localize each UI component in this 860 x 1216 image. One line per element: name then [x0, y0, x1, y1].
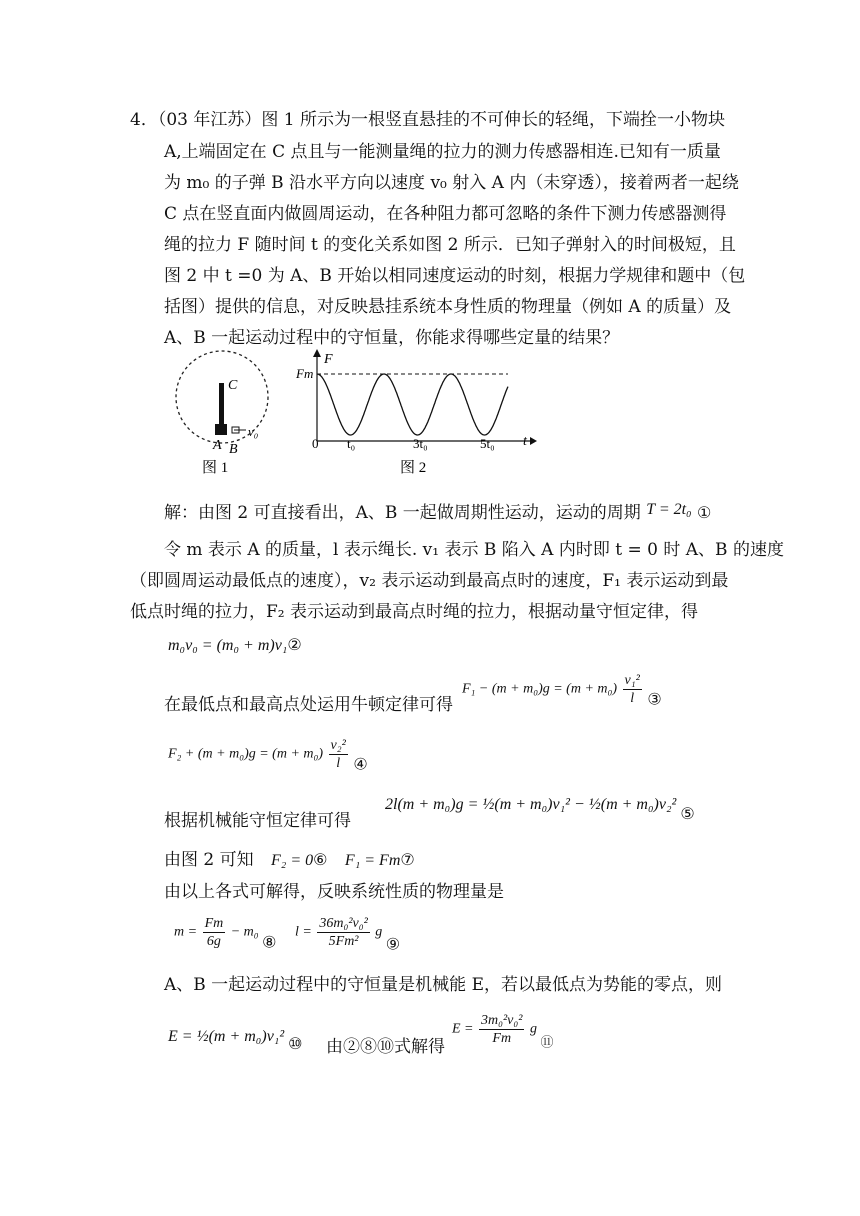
equation-2 [168, 636, 302, 656]
eq-9-num: 36m₀²v₀² [319, 916, 368, 931]
figure-1 [170, 345, 280, 475]
t-axis-arrow [530, 437, 537, 445]
marker-3: ③ [647, 691, 662, 709]
problem-line-4: C 点在竖直面内做圆周运动，在各种阻力都可忽略的条件下测力传感器测得 [164, 204, 727, 224]
eq-4-den: l [336, 756, 341, 771]
problem-line-2: A,上端固定在 C 点且与一能测量绳的拉力的测力传感器相连.已知有一质量 [164, 142, 721, 162]
solution-line-2: 令 m 表示 A 的质量，l 表示绳长. v₁ 表示 B 陷入 A 内时即 t = 0 时 A、B 的速度 [164, 540, 784, 560]
marker-10: ⑩ [288, 1036, 303, 1053]
label-b: B [229, 442, 238, 457]
eq-9-right: g [375, 924, 383, 940]
eq-10: E = ½(m + m₀)v₁² [168, 1028, 285, 1045]
label-v0: v₀ [248, 424, 259, 439]
figure-2 [290, 345, 540, 475]
problem-line-7: 括图）提供的信息，对反映悬挂系统本身性质的物理量（例如 A 的质量）及 [164, 297, 732, 317]
equation-9 [295, 915, 400, 956]
marker-9: ⑨ [385, 936, 401, 954]
eq-11-num: 3m₀²v₀² [481, 1013, 523, 1028]
solution-intro: 解：由图 2 可直接看出，A、B 一起做周期性运动，运动的周期 [164, 503, 641, 523]
eq-11-right: g [529, 1021, 537, 1037]
marker-8: ⑧ [262, 934, 277, 952]
eq-8-right: − m₀ [230, 924, 259, 940]
marker-5: ⑤ [680, 806, 695, 823]
tick-t0: t₀ [347, 436, 356, 451]
equation-4 [168, 737, 368, 776]
axis-t-label: t [523, 434, 527, 449]
eq-11-fraction [479, 1012, 524, 1047]
eq-11-left: E = [452, 1021, 474, 1037]
problem-line-1: 4．（03 年江苏）图 1 所示为一根竖直悬挂的不可伸长的轻绳，下端拴一小物块 [130, 110, 725, 130]
rope [219, 383, 224, 425]
problem-line-5: 绳的拉力 F 随时间 t 的变化关系如图 2 所示．已知子弹射入的时间极短，且 [164, 235, 736, 255]
eq-8-left: m = [174, 924, 198, 940]
solution-line-4: 低点时绳的拉力，F₂ 表示运动到最高点时绳的拉力，根据动量守恒定律，得 [130, 602, 699, 622]
eq-6: F₂ = 0 [271, 852, 314, 869]
axis-f-label: F [324, 352, 333, 367]
marker-1: ① [697, 503, 712, 522]
eq-2: m₀v₀ = (m₀ + m)v₁ [168, 637, 288, 654]
problem-line-6: 图 2 中 t =0 为 A、B 开始以相同速度运动的时刻，根据力学规律和题中（包 [164, 266, 746, 286]
tick-3t0: 3t₀ [413, 436, 428, 451]
solution-line-8: 由以上各式可解得，反映系统性质的物理量是 [164, 882, 504, 902]
solution-line-9: A、B 一起运动过程中的守恒量是机械能 E，若以最低点为势能的零点，则 [164, 975, 722, 995]
equation-8 [174, 915, 277, 954]
eq-9-fraction [317, 915, 369, 950]
eq-11-den: Fm [492, 1031, 512, 1046]
eq-4-fraction [329, 737, 348, 772]
solution-line-3: （即圆周运动最低点的速度），v₂ 表示运动到最高点时的速度，F₁ 表示运动到最 [130, 571, 729, 591]
eq-4-left: F₂ + (m + m₀)g = (m + m₀) [168, 746, 324, 762]
label-c: C [228, 378, 238, 393]
fm-label: Fm [296, 366, 314, 381]
eq-3-den: l [630, 691, 635, 706]
problem-line-3: 为 m₀ 的子弹 B 沿水平方向以速度 v₀ 射入 A 内（未穿透），接着两者一起绕 [164, 173, 739, 193]
marker-2: ② [287, 637, 302, 654]
eq-8-den: 6g [206, 934, 221, 949]
equation-10 [168, 1027, 303, 1055]
block-a [215, 424, 227, 435]
equation-3 [462, 672, 662, 711]
eq-8-fraction [203, 915, 226, 950]
solution-line-5: 在最低点和最高点处运用牛顿定律可得 [164, 695, 453, 715]
eq-3-fraction [623, 672, 642, 707]
eq-5: 2l(m + m₀)g = ½(m + m₀)v₁² − ½(m + m₀)v₂² [385, 796, 677, 813]
label-a: A [213, 438, 222, 453]
eq-4-num: v₂² [330, 738, 346, 753]
solution-line-1 [164, 500, 711, 523]
problem-line-8: A、B 一起运动过程中的守恒量，你能求得哪些定量的结果？ [164, 328, 620, 348]
eq-1: T = 2t₀ [646, 501, 692, 518]
marker-6: ⑥ [313, 850, 328, 869]
eq-7: F₁ = Fm [344, 852, 401, 869]
marker-4: ④ [353, 756, 368, 774]
tick-0: 0 [312, 436, 319, 451]
solution-line-7 [164, 850, 415, 871]
f-axis-arrow [313, 349, 321, 357]
solution-line-10: 由②⑧⑩式解得 [326, 1037, 445, 1057]
figure-1-caption: 图 1 [202, 460, 229, 475]
tick-5t0: 5t₀ [480, 436, 495, 451]
eq-3-left: F₁ − (m + m₀)g = (m + m₀) [462, 681, 618, 697]
eq-8-num: Fm [204, 916, 224, 931]
eq-9-left: l = [295, 924, 312, 940]
equation-11 [452, 1012, 553, 1053]
tension-curve [317, 374, 508, 435]
equation-5 [385, 795, 695, 825]
marker-11: ⑪ [540, 1034, 554, 1050]
marker-7: ⑦ [400, 850, 415, 869]
eq-9-den: 5Fm² [328, 934, 359, 949]
figure-2-caption: 图 2 [400, 460, 427, 475]
solution-line-6: 根据机械能守恒定律可得 [164, 811, 351, 831]
eq-3-num: v₁² [624, 673, 640, 688]
fig2-note: 由图 2 可知 [164, 850, 254, 870]
